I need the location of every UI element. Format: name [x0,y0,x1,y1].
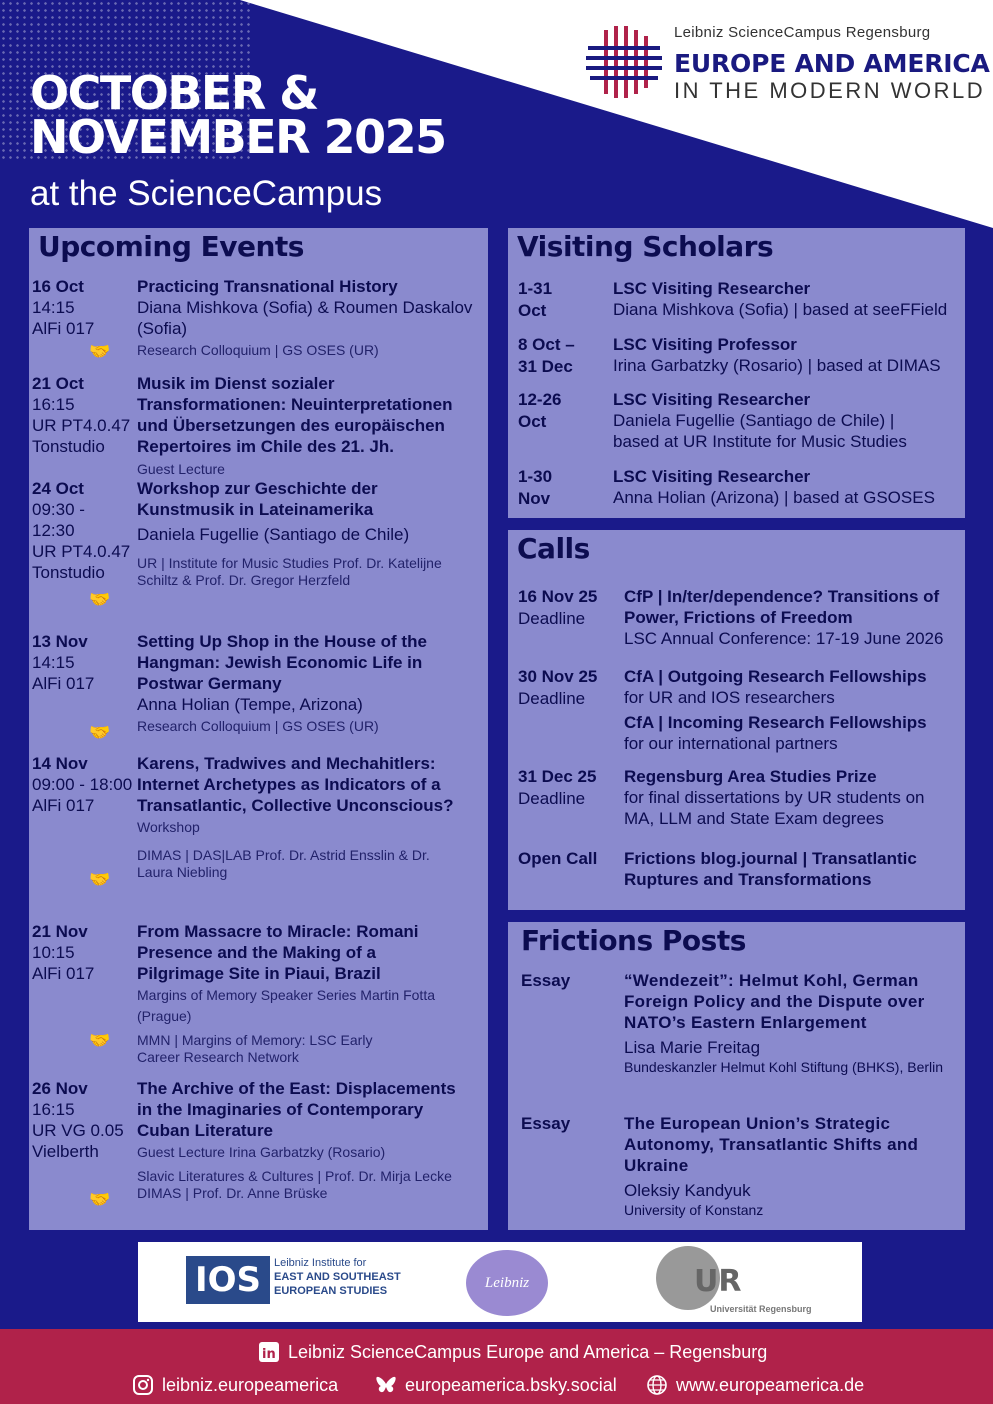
logo-line1: Leibniz ScienceCampus Regensburg [674,24,931,41]
linkedin-icon [258,1341,280,1363]
ur-logo-text: Universität Regensburg [710,1304,812,1314]
ur-logo: UR [694,1264,742,1299]
events-panel: Upcoming Events 16 Oct 14:15 AlFi 017 Practicing Transnational History Diana Mishkova (Sofia) & Roumen Daskalov (Sofia) Research Colloquium | GS OSES (UR) 🤝 21 Oct 16:15 UR PT4.0.47 Tonstudio Musik im Dienst sozialer Transformationen: Neuinterpretationen und Übersetzungen des europäischen Repertoires im Chile des 21. Jh. Guest Lecture 24 Oct 09:30 - 12:30 UR PT4.0.47 Tonstudio Workshop zur Geschichte der Kunstmusik in Lateinamerika Daniela Fugellie (Santiago de Chile) UR | Institute for Music Studies Prof. Dr. Katelijne Schiltz & Prof. Dr. Gregor Herzfeld 🤝 13 Nov 14:15 AlFi 017 Setting Up Shop in the House of the Hangman: Jewish Economic Life in Postwar Germany Anna Holian (Tempe, Arizona) Research Colloquium | GS OSES (UR) 🤝 14 Nov 09:00 - 18:00 AlFi 017 Karens, Tradwives and Mechahitlers: Internet Archetypes as Indicators of a Transatlantic, Collective Unconscious? Workshop DIMAS | DAS|LAB Prof. Dr. Astrid Ensslin & Dr. Laura Niebling 🤝 21 Nov 10:15 AlFi 017 From Massacre to Miracle: Romani Presence and the Making of a Pilgrimage Site in Piaui, Brazil Margins of Memory Speaker Series Martin Fotta (Prague) MMN | Margins of Memory: LSC Early Career Research Network 🤝 26 Nov 16:15 UR VG 0.05 Vielberth The Archive of the East: Displacements in the Imaginaries of Contemporary Cuban Literature Guest Lecture Irina Garbatzky (Rosario) Slavic Literatures & Cultures | Prof. Dr. Mirja Lecke DIMAS | Prof. Dr. Anne Brüske 🤝 [29,228,488,1230]
title-line2: NOVEMBER 2025 [30,110,446,164]
leibniz-logo: Leibniz [466,1250,548,1316]
posts-heading: Frictions Posts [521,924,746,957]
globe-icon [646,1374,668,1396]
linkedin-link[interactable]: in Leibniz ScienceCampus Europe and America – Regensburg [258,1341,767,1363]
ios-logo: IOS [186,1256,270,1304]
handshake-icon: 🤝 [89,1190,111,1209]
title-line1: OCTOBER & [30,66,318,120]
handshake-icon: 🤝 [89,1031,111,1050]
partner-logos [138,1242,862,1322]
hero-title [30,66,446,213]
logo-line2: EUROPE AND AMERICA [674,49,990,78]
instagram-link[interactable]: leibniz.europeamerica [132,1374,338,1396]
campus-logo-icon [584,22,664,102]
handshake-icon: 🤝 [89,590,111,609]
calls-heading: Calls [517,532,590,565]
footer [0,1329,993,1404]
svg-text:in: in [262,1347,276,1362]
events-heading: Upcoming Events [38,230,304,263]
scholars-heading: Visiting Scholars [517,230,774,263]
logo-line3: IN THE MODERN WORLD [674,78,986,103]
posts-panel: Frictions Posts Essay “Wendezeit”: Helmut Kohl, German Foreign Policy and the Dispute over NATO’s Eastern Enlargement Lisa Marie Freitag Bundeskanzler Helmut Kohl Stiftung (BHKS), Berlin Essay The European Union’s Strategic Autonomy, Transatlantic Shifts and Ukraine Oleksiy Kandyuk University of Konstanz [508,922,965,1230]
instagram-icon [132,1374,154,1396]
butterfly-icon [375,1374,397,1396]
bluesky-link[interactable]: europeamerica.bsky.social [375,1374,617,1396]
campus-logo [584,22,990,107]
scholars-panel: Visiting Scholars 1-31 Oct LSC Visiting Researcher Diana Mishkova (Sofia) | based at seeFField 8 Oct – 31 Dec LSC Visiting Professor Irina Garbatzky (Rosario) | based at DIMAS 12-26 Oct LSC Visiting Researcher Daniela Fugellie (Santiago de Chile) | based at UR Institute for Music Studies 1-30 Nov LSC Visiting Researcher Anna Holian (Arizona) | based at GSOSES [508,228,965,518]
handshake-icon: 🤝 [89,723,111,742]
handshake-icon: 🤝 [89,342,111,361]
website-link[interactable]: www.europeamerica.de [646,1374,864,1396]
subtitle: at the ScienceCampus [30,174,383,213]
calls-panel: Calls 16 Nov 25 Deadline CfP | In/ter/dependence? Transitions of Power, Frictions of Freedom LSC Annual Conference: 17-19 June 2026 30 Nov 25 Deadline CfA | Outgoing Research Fellowships for UR and IOS researchers CfA | Incoming Research Fellowships for our international partners 31 Dec 25 Deadline Regensburg Area Studies Prize for final dissertations by UR students on MA, LLM and State Exam degrees Open Call Frictions blog.journal | Transatlantic Ruptures and Transformations [508,530,965,910]
handshake-icon: 🤝 [89,870,111,889]
ios-logo-text: Leibniz Institute for EAST AND SOUTHEAST EUROPEAN STUDIES [274,1257,401,1297]
